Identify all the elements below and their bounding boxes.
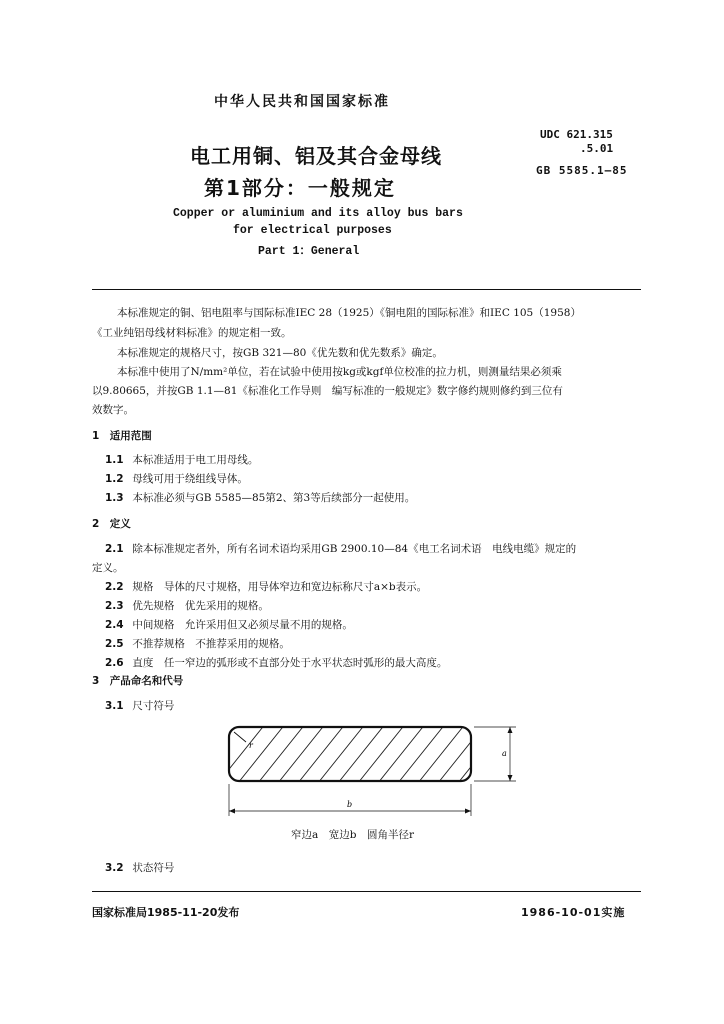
- title-zh-line1: 电工用铜、铝及其合金母线: [190, 144, 442, 168]
- radius-leader: [234, 732, 246, 742]
- intro-line1: 本标准规定的铜、铝电阻率与国际标准IEC 28（1925）《铜电阻的国际标准》和IEC 105（1958）: [117, 307, 581, 319]
- issuing-authority: 中华人民共和国国家标准: [214, 94, 390, 110]
- bus-bar-cross-section-diagram: [220, 718, 530, 824]
- title-en-line3: Part 1：General: [258, 245, 360, 258]
- title-en-line2: for electrical purposes: [233, 224, 392, 237]
- section2-item1-line1: 2.1 除本标准规定者外，所有名词术语均采用GB 2900.10—84《电工名词术语 电线电缆》规定的: [105, 543, 577, 555]
- section2-item: 2.6 直度 任一窄边的弧形或不直部分处于水平状态时弧形的最大高度。: [105, 657, 448, 669]
- section2-item1-line2: 定义。: [92, 562, 124, 574]
- dimension-a-label: a: [502, 749, 507, 758]
- section3-sub2: 3.2 状态符号: [105, 862, 175, 874]
- section1-heading: 1 适用范围: [92, 430, 152, 442]
- intro-line4: 本标准中使用了N/mm²单位，若在试验中使用按kg或kgf单位校准的拉力机，则测量结果必须乘: [117, 366, 562, 378]
- section2-item: 2.5 不推荐规格 不推荐采用的规格。: [105, 638, 290, 650]
- issue-date: 国家标准局1985-11-20发布: [92, 906, 240, 919]
- section1-item: 1.3 本标准必须与GB 5585—85第2、第3等后续部分一起使用。: [105, 492, 416, 504]
- intro-line2: 《工业纯铝母线材料标准》的规定相一致。: [92, 327, 292, 339]
- implementation-date: 1986-10-01实施: [521, 906, 626, 919]
- figure-caption: 窄边a 宽边b 圆角半径r: [291, 829, 415, 841]
- intro-line6: 效数字。: [92, 404, 134, 416]
- section2-heading: 2 定义: [92, 518, 131, 530]
- section2-item: 2.3 优先规格 优先采用的规格。: [105, 600, 269, 612]
- dimension-b-label: b: [347, 800, 353, 809]
- gb-standard-number: GB 5585.1—85: [536, 164, 628, 177]
- section2-item: 2.4 中间规格 允许采用但又必须尽量不用的规格。: [105, 619, 353, 631]
- udc-number-line2: .5.01: [580, 142, 614, 155]
- bus-bar-outline: [229, 727, 471, 781]
- intro-line3: 本标准规定的规格尺寸，按GB 321—80《优先数和优先数系》确定。: [117, 347, 443, 359]
- section1-item: 1.2 母线可用于绕组线导体。: [105, 473, 248, 485]
- intro-line5: 以9.80665，并按GB 1.1—81《标准化工作导则 编写标准的一般规定》数字修约规则修约到三位有: [92, 385, 563, 397]
- title-en-line1: Copper or aluminium and its alloy bus bars: [173, 207, 463, 220]
- section2-item: 2.2 规格 导体的尺寸规格，用导体窄边和宽边标称尺寸a×b表示。: [105, 581, 428, 593]
- udc-number-line1: UDC 621.315: [540, 128, 613, 141]
- section1-item: 1.1 本标准适用于电工用母线。: [105, 454, 259, 466]
- radius-label: r: [249, 741, 253, 750]
- section3-heading: 3 产品命名和代号: [92, 675, 184, 687]
- header-divider: [92, 289, 641, 290]
- title-zh-line2: 第1部分：一般规定: [204, 176, 396, 200]
- footer-divider: [92, 891, 641, 892]
- section3-sub1: 3.1 尺寸符号: [105, 700, 175, 712]
